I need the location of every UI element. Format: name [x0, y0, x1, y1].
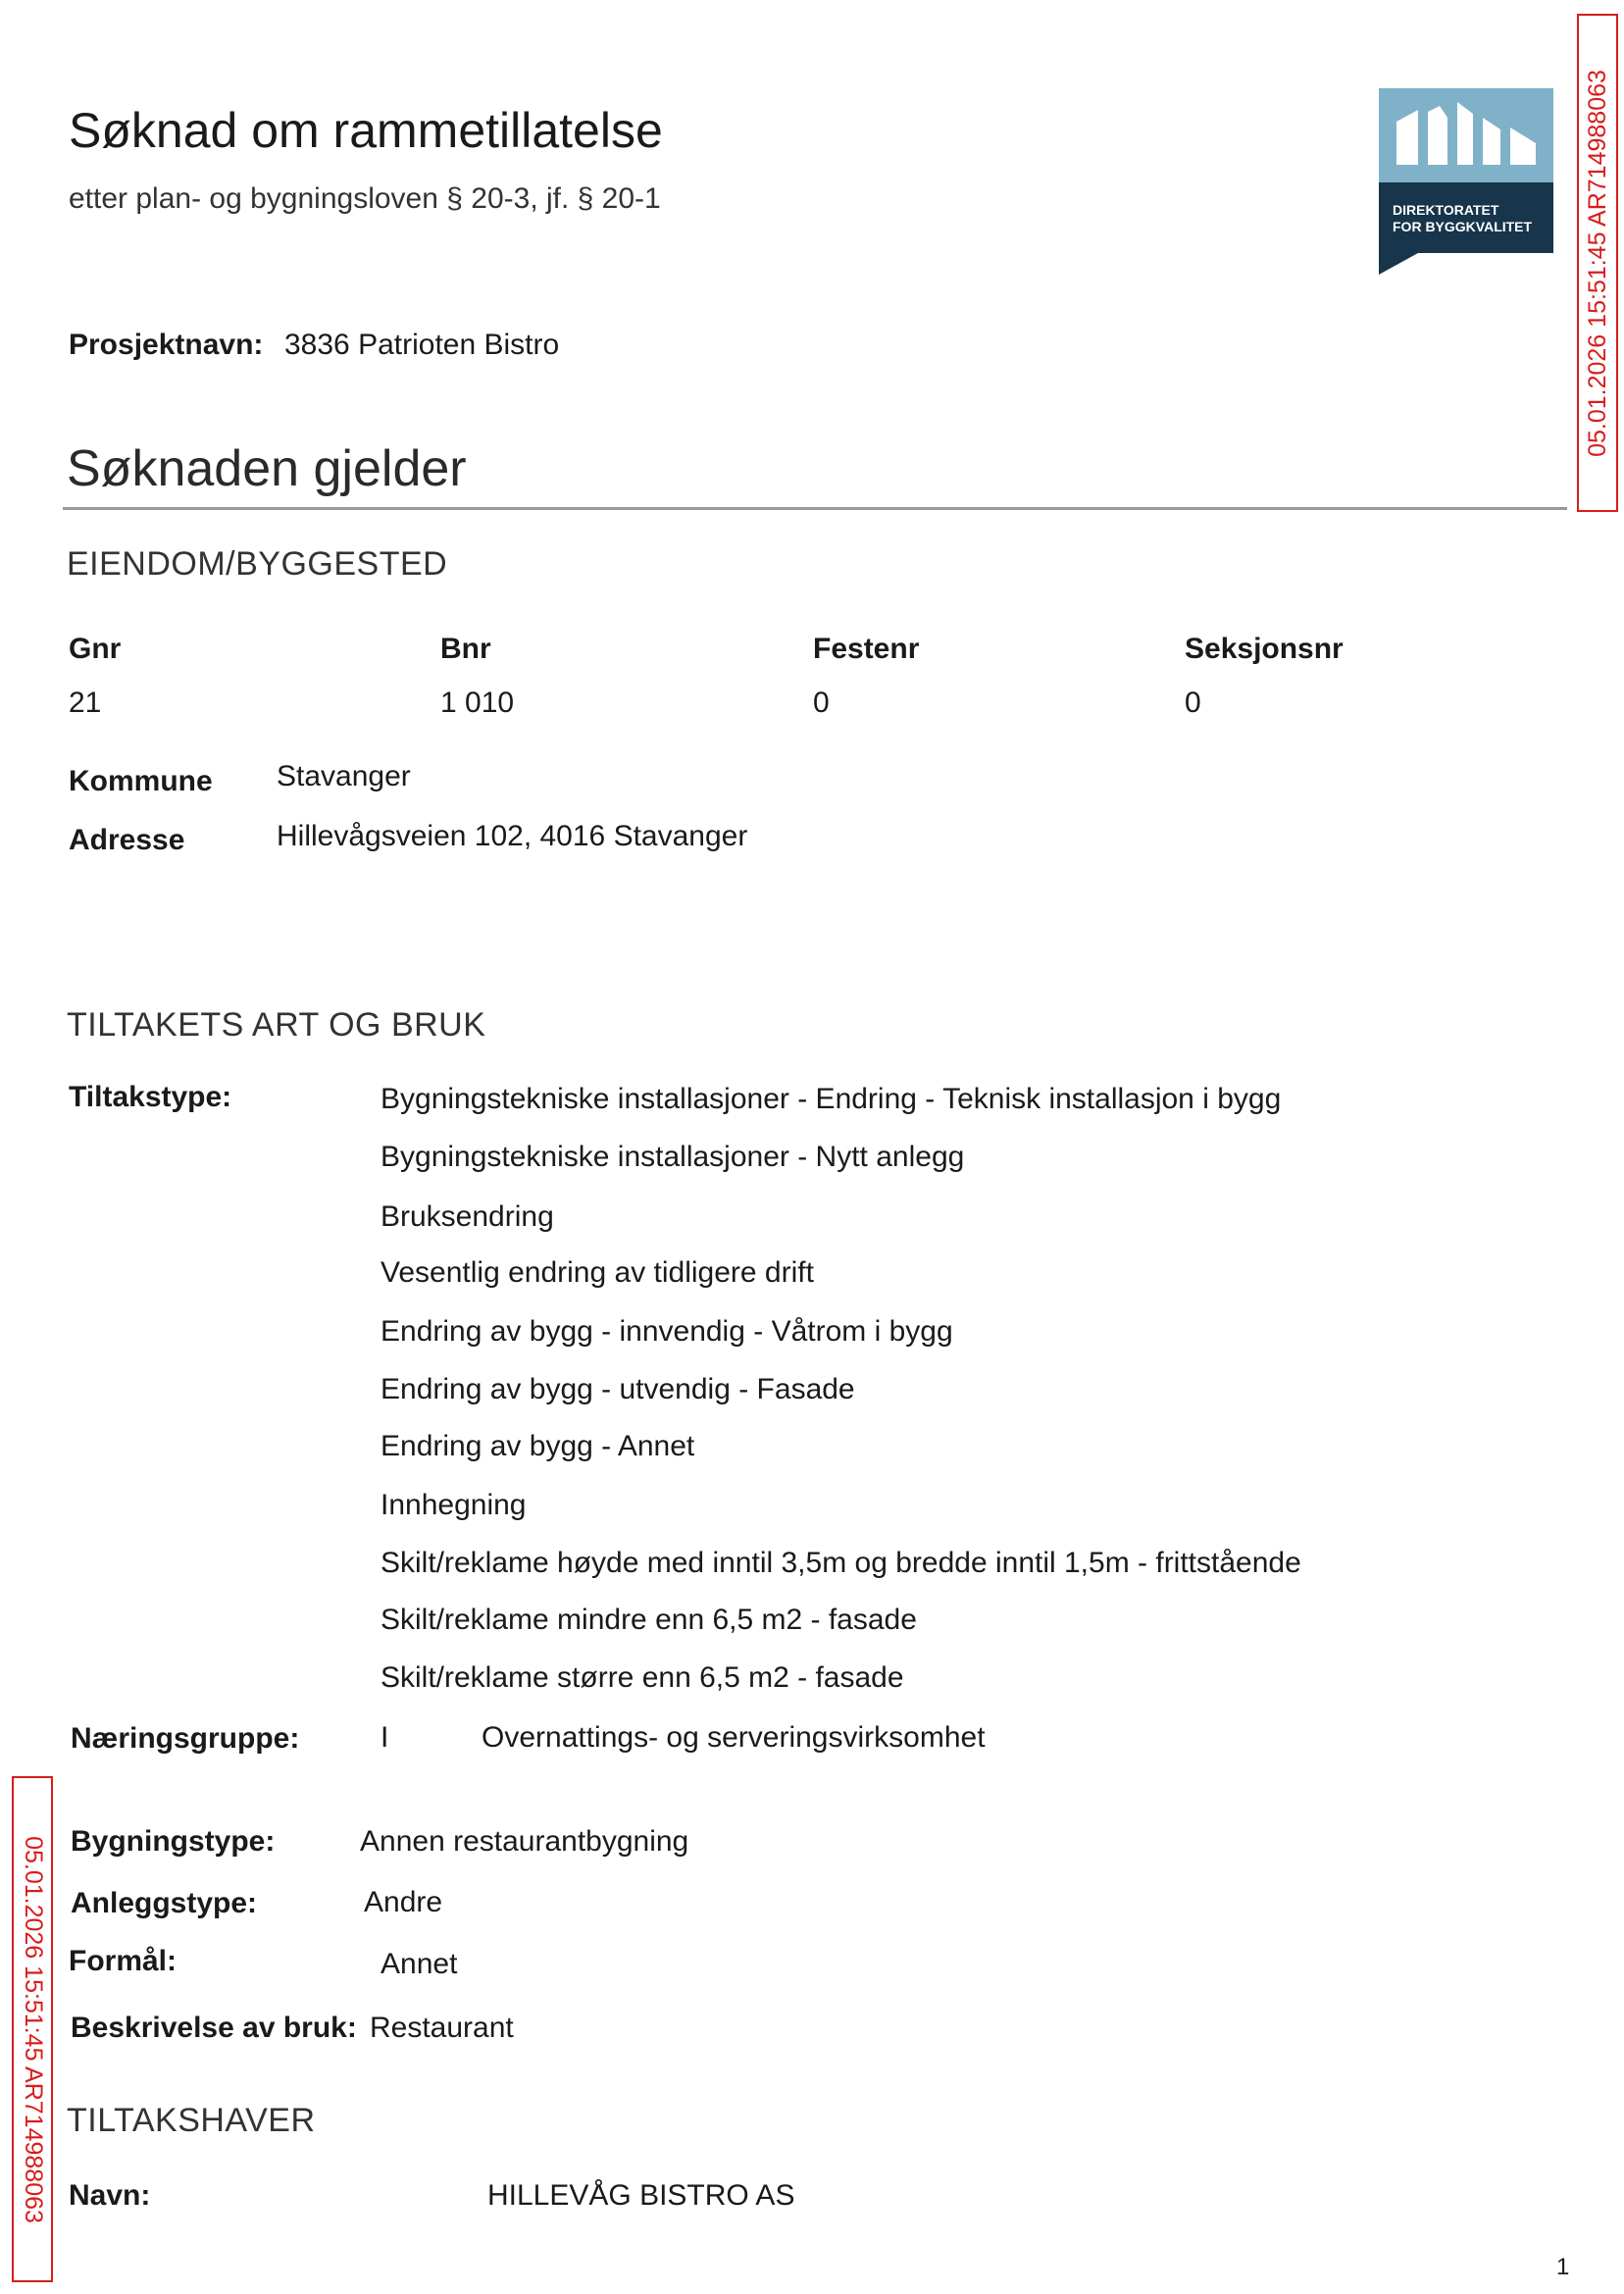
tiltakstype-item: Endring av bygg - utvendig - Fasade	[381, 1373, 855, 1405]
document-subtitle: etter plan- og bygningsloven § 20-3, jf. § 20-1	[69, 182, 661, 215]
archive-stamp-right	[1577, 14, 1618, 512]
document-title: Søknad om rammetillatelse	[69, 103, 663, 158]
eiendom-heading: EIENDOM/BYGGESTED	[67, 545, 448, 583]
bnr-value: 1 010	[440, 687, 515, 719]
stamp-text: 05.01.2026 15:51:45 AR714988063	[1583, 69, 1611, 457]
anleggstype-value: Andre	[364, 1886, 443, 1918]
section-title: Søknaden gjelder	[67, 440, 467, 497]
festenr-value: 0	[813, 687, 830, 719]
page-number: 1	[1556, 2254, 1570, 2280]
tiltakstype-item: Skilt/reklame mindre enn 6,5 m2 - fasade	[381, 1604, 917, 1636]
tiltakstype-item: Bygningstekniske installasjoner - Endring - Teknisk installasjon i bygg	[381, 1083, 1282, 1115]
tiltakstype-item: Vesentlig endring av tidligere drift	[381, 1256, 814, 1289]
tiltakstype-item: Endring av bygg - innvendig - Våtrom i bygg	[381, 1315, 953, 1348]
logo-text	[1379, 182, 1553, 253]
seksjonsnr-label: Seksjonsnr	[1185, 633, 1344, 665]
naeringsgruppe-value: Overnattings- og serveringsvirksomhet	[482, 1721, 986, 1754]
tiltakshaver-heading: TILTAKSHAVER	[67, 2102, 316, 2139]
logo-line-1: DIREKTORATET	[1393, 202, 1499, 218]
navn-label: Navn:	[69, 2179, 151, 2212]
anleggstype-label: Anleggstype:	[71, 1887, 258, 1919]
navn-value: HILLEVÅG BISTRO AS	[487, 2179, 795, 2212]
beskrivelse-value: Restaurant	[370, 2012, 514, 2044]
archive-stamp-left	[12, 1776, 53, 2282]
adresse-label: Adresse	[69, 824, 185, 856]
stamp-text: 05.01.2026 15:51:45 AR714988063	[19, 1835, 47, 2223]
tiltakstype-item: Innhegning	[381, 1489, 527, 1521]
gnr-value: 21	[69, 687, 102, 719]
gnr-label: Gnr	[69, 633, 122, 665]
bnr-label: Bnr	[440, 633, 491, 665]
section-divider	[63, 507, 1567, 510]
tiltakstype-item: Bygningstekniske installasjoner - Nytt anlegg	[381, 1141, 965, 1173]
logo-line-2: FOR BYGGKVALITET	[1393, 219, 1533, 234]
festenr-label: Festenr	[813, 633, 920, 665]
dibk-logo	[1379, 88, 1553, 275]
naeringsgruppe-code: I	[381, 1721, 389, 1754]
formal-label: Formål:	[69, 1945, 178, 1977]
tiltak-heading: TILTAKETS ART OG BRUK	[67, 1006, 486, 1044]
kommune-label: Kommune	[69, 765, 213, 797]
logo-building-icon	[1379, 88, 1553, 182]
tiltakstype-item: Bruksendring	[381, 1200, 554, 1233]
bygningstype-value: Annen restaurantbygning	[360, 1825, 689, 1858]
bygningstype-label: Bygningstype:	[71, 1825, 276, 1858]
kommune-value: Stavanger	[277, 760, 411, 792]
tiltakstype-item: Skilt/reklame større enn 6,5 m2 - fasade	[381, 1661, 904, 1694]
adresse-value: Hillevågsveien 102, 4016 Stavanger	[277, 820, 748, 852]
naeringsgruppe-label: Næringsgruppe:	[71, 1722, 300, 1755]
tiltakstype-item: Endring av bygg - Annet	[381, 1430, 695, 1462]
logo-tail	[1379, 253, 1418, 275]
project-label: Prosjektnavn:	[69, 329, 264, 361]
beskrivelse-label: Beskrivelse av bruk:	[71, 2012, 357, 2044]
project-value: 3836 Patrioten Bistro	[284, 329, 560, 361]
tiltakstype-item: Skilt/reklame høyde med inntil 3,5m og bredde inntil 1,5m - frittstående	[381, 1547, 1301, 1579]
tiltakstype-label: Tiltakstype:	[69, 1081, 232, 1113]
formal-value: Annet	[381, 1948, 458, 1980]
seksjonsnr-value: 0	[1185, 687, 1201, 719]
